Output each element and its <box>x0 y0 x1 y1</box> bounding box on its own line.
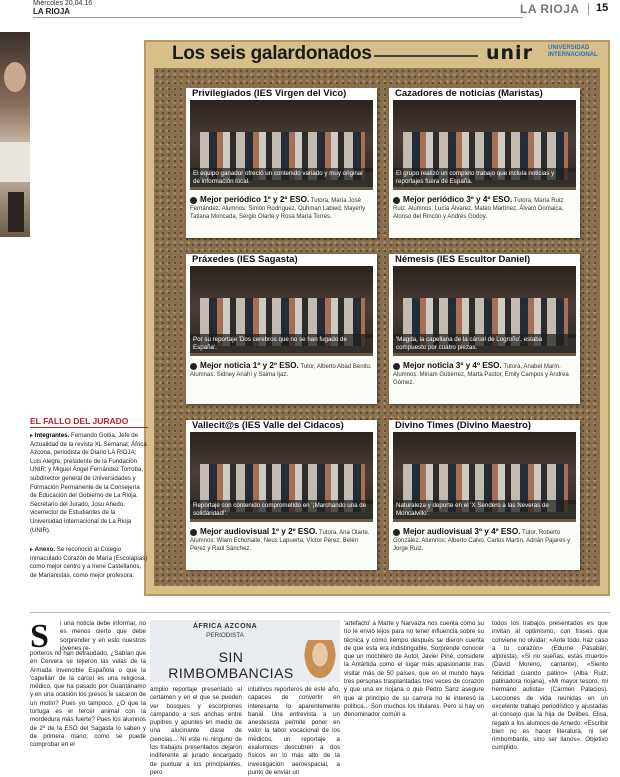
award-card <box>186 88 377 238</box>
left-photo <box>0 32 30 237</box>
pin-icon <box>393 197 400 204</box>
award-card-caption: Naturaleza y deporte en el 'X Sendero a las Neveras de Moncalvillo'. <box>393 500 576 519</box>
award-card-title: Vallecit@s (IES Valle del Cidacos) <box>190 420 373 432</box>
pin-icon <box>393 529 400 536</box>
award-card-caption: El grupo realizó un completo trabajo que incluía noticias y reportajes fuera de España. <box>393 168 576 187</box>
award-card-title: Némesis (IES Escultor Daniel) <box>393 254 576 266</box>
award-card <box>389 254 580 404</box>
page-number: 15 <box>596 2 609 14</box>
opinion-role: PERIODISTA <box>206 632 244 639</box>
award-card-prize <box>393 528 576 553</box>
opinion-headline: SIN RIMBOMBANCIAS <box>168 649 294 681</box>
award-card-prize <box>393 196 576 221</box>
jurado-integrantes-label: Integrantes. <box>34 432 70 439</box>
award-card-prize <box>393 362 576 387</box>
article-rule <box>30 612 610 613</box>
header-separator <box>588 3 589 15</box>
jurado-rule <box>30 427 148 428</box>
unir-logo-subtitle: UNIVERSIDAD INTERNACIONAL <box>548 45 598 58</box>
award-card-prize <box>190 362 373 379</box>
header-section: LA RIOJA <box>520 2 580 16</box>
jurado-anexo-label: Anexo. <box>34 546 56 553</box>
award-prize-details: Tutor, Alberto Abad Benito. Alumnas: Sidney Anahí y Saima Ijaz. <box>190 364 372 378</box>
award-prize-details: Tutora, María Ruiz Ruiz. Alumnos: Lucía Álvarez, Mateo Martínez, Álvaro Domaica, Alonso del Rincón y Andrés Godoy. <box>393 198 564 220</box>
article-column: i una noticia debe informar, no es menos cierto que debe sorprender y en esto nuestros jóvenes re- <box>60 620 146 652</box>
award-card-title: Privilegiados (IES Virgen del Vico) <box>190 88 373 100</box>
award-prize-title: Mejor periódico 1º y 2º ESO. <box>200 195 310 204</box>
award-card-prize <box>190 528 373 553</box>
award-prize-details: Tutora, Anabel Marín. Alumnos: Miriam Gutiérrez, Marta Pastor, Emily Campos y Andrea Gómez. <box>393 364 569 386</box>
article-column: 'artefacto' a Marte y Narvaiza nos cuenta cómo su tío le envió lejos para no tener influencia sobre su técnica y cómo tiempo después se dieron cuenta de que esta era indistinguible. Sorprende conocer que un mochilero de Autol, Javier Piné, considere la Antártida como el lugar más apasionante tras visitar más de 50 países, que en el mundo haya tres personas trasplantadas tres veces de corazón y que una ex riojana o que Pedro Sanz asegure que al principio de su carrera no le interesó la política... Son muchos los titulares. Pero si hay un denominador común a <box>344 620 484 719</box>
jurado-title: EL FALLO DEL JURADO <box>30 416 129 426</box>
article-column: intuitivos reporteros de este año, capaces de convertir en interesante lo aparentemente banal. Una entrevista a un anestesista permite poner en valor la labor vocacional de los médicos, un reportaje a exalumnos descubren a dos físicos en lo más alto de la investigación aeroespacial, a punto de enviar un <box>248 686 340 776</box>
article-dropcap: S <box>30 618 49 655</box>
award-card-caption: Reportaje con contenido comprometido en '¡Marchando una de solidaridad!'. <box>190 500 373 519</box>
award-card-title: Práxedes (IES Sagasta) <box>190 254 373 266</box>
jurado-anexo: ▸ Anexo. Se reconoció al Colegio Inmaculado Corazón de María (Escolapias) como mejor centro y a Irene Castellanos, de Marianistas, como mejor profesora. <box>30 546 148 579</box>
award-card <box>389 420 580 570</box>
article-column: porteros no han defraudado. ¿Sabían que en Cervera se tejieron las velas de la Armada Invencible Española o que la 'capellán' de la cárcel es una religiosa, médico, que ha pasado por Guantánamo y en una ocasión los presos le sacaron de un motín? Pues yo tampoco. ¿O que la tortuga es el tercer animal con la mordedura más fuerte? Pues los alumnos de 2º de la ESO del Sagasta lo saben y de primera mano, como se puede comprobar en el <box>30 650 146 749</box>
header-rule <box>33 17 523 18</box>
jurado-integrantes-text: Fernando Goitia, Jefe de Actualidad de la revista XL Semanal; África Azcona, periodista de Diario LA RIOJA; Luis Alegre, presidente de la Fundación UNIR; y Miguel Ángel Fernández Torroba, subdirector general de Universidades y Formación Permanente de la Consejería de Educación del Gobierno de La Rioja. Secretario del Jurado, Josu Ahedo, vicerrector de Estudiantes de la Universidad Internacional de La Rioja (UNIR). <box>30 432 147 534</box>
article-column: todos los trabajos presentados es que invitan al optimismo, con frases que conviene no olvidar: «Ante todo, haz caso a tu corazón» (Edurne Pasabán, alpinista), «Si no sueñas, estás muerto» (David Moreno, cantante), «Siento felicidad cuando patino» (Alba Ruiz, patinadora riojana), «Mi mayor tesoro, mi hermano autista» (Carmen Palacios). Lecciones de vida reunidas en un excelente trabajo periodístico y ajustadas al consejo que la hija de Delibes, Elisa, regaló a los alumnos de Arnedo: «Escribir bien no es hacer literatura, ni ser rimbombante, sino ser llanos». Objetivo cumplido. <box>492 620 608 752</box>
award-prize-title: Mejor noticia 1º y 2º ESO. <box>200 361 299 370</box>
pin-icon <box>190 529 197 536</box>
award-prize-title: Mejor noticia 3º y 4º ESO. <box>403 361 502 370</box>
header-date: Miércoles 20.04.16 <box>33 0 93 7</box>
award-prize-title: Mejor audiovisual 1º y 2º ESO. <box>200 527 318 536</box>
award-card <box>186 254 377 404</box>
award-card-prize <box>190 196 373 221</box>
award-card-title: Divino Times (Divino Maestro) <box>393 420 576 432</box>
award-prize-details: Tutora, Ana Olarte. Alumnos: Wiam Echohaite, Neus Lapuerta, Víctor Pérez, Belén Pérez y Raúl Sánchez. <box>190 530 370 552</box>
award-card-title: Cazadores de noticias (Maristas) <box>393 88 576 100</box>
award-prize-details: Tutor, Roberto González. Alumnos: Alberto Calvo, Carlos Martín, Adrián Pajares y Jorge Ruiz. <box>393 530 571 552</box>
award-card-caption: Por su reportaje 'Dos cerebros que no se han fugado de España'. <box>190 334 373 353</box>
award-prize-title: Mejor audiovisual 3º y 4º ESO. <box>403 527 521 536</box>
pin-icon <box>190 363 197 370</box>
award-card-caption: El equipo ganador ofreció un contenido variado y muy original de información local. <box>190 168 373 187</box>
unir-logo: unir <box>486 42 533 64</box>
award-card <box>389 88 580 238</box>
opinion-author: ÁFRICA AZCONA <box>192 623 258 630</box>
award-prize-title: Mejor periódico 3º y 4º ESO. <box>403 195 513 204</box>
award-card-caption: 'Magda, la capellana de la cárcel de Logroño', estaba compuesto por cuatro piezas. <box>393 334 576 353</box>
pin-icon <box>190 197 197 204</box>
author-portrait <box>302 640 338 682</box>
pin-icon <box>393 363 400 370</box>
award-prize-details: Tutora, María José Fernández. Alumnos: Simón Rodríguez, Ouhman Labied, Mayerly Tatiana Moncada, Sergio Olarte y Rosa María Torres. <box>190 198 366 220</box>
title-underline <box>374 55 478 57</box>
award-card <box>186 420 377 570</box>
feature-title: Los seis galardonados <box>172 43 372 64</box>
jurado-anexo-text: Se reconoció al Colegio Inmaculado Corazón de María (Escolapias) como mejor centro y a Irene Castellanos, de Marianistas, como mejor profesora. <box>30 546 148 579</box>
header-publication: LA RIOJA <box>33 7 71 16</box>
jurado-integrantes: ▸ Integrantes. Fernando Goitia, Jefe de Actualidad de la revista XL Semanal; África Azcona, periodista de Diario LA RIOJA; Luis Alegre, presidente de la Fundación UNIR; y Miguel Ángel Fernández Torroba, subdirector general de Universidades y Formación Permanente de la Consejería de Educación del Gobierno de La Rioja. Secretario del Jurado, Josu Ahedo, vicerrector de Estudiantes de la Universidad Internacional de La Rioja (UNIR). <box>30 432 147 534</box>
article-column: amplio reportaje presentado al certamen y en el que se pueden ver bosques y escorpiones campando a sus anchas entre pupitres y apuntes en medio de una alucinante clase de ciencias... Ni este ni ninguno de los trabajos presentados dejaron indiferente al jurado encargado de puntuar a los principiantes, pero <box>150 686 242 776</box>
